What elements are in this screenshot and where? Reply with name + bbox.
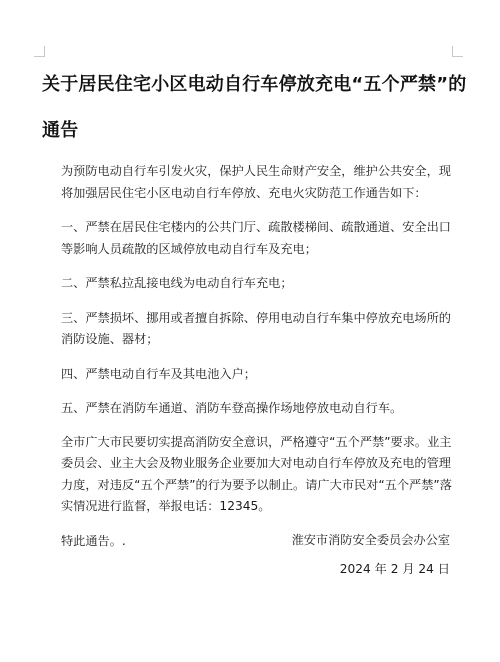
notice-body	[61, 161, 461, 564]
notice-appeal: 全市广大市民要切实提高消防安全意识，严格遵守“五个严禁”要求。业主委员会、业主大会及物业服务企业要加大对电动自行车停放及充电的管理力度，对违反“五个严禁”的行为要予以制止。请广大市民对“五个严禁”落实情况进行监督，举报电话：12345。	[61, 434, 452, 513]
notice-closing: 特此通告。.	[61, 533, 126, 548]
notice-item-4: 四、严禁电动自行车及其电池入户；	[61, 366, 256, 381]
notice-title-line-2: 通告	[42, 120, 79, 141]
notice-item-2: 二、严禁私拉乱接电线为电动自行车充电；	[61, 276, 293, 290]
notice-signature	[292, 526, 450, 584]
notice-date: 2024 年 2 月 24 日	[339, 562, 450, 576]
page-corner-mark-right	[452, 46, 463, 57]
page-corner-mark-left	[34, 46, 45, 57]
notice-title	[42, 62, 472, 154]
notice-issuer: 淮安市消防安全委员会办公室	[291, 533, 450, 547]
notice-item-3: 三、严禁损坏、挪用或者擅自拆除、停用电动自行车集中停放充电场所的消防设施、器材；	[61, 310, 451, 346]
notice-title-line-1: 关于居民住宅小区电动自行车停放充电“五个严禁”的	[42, 74, 467, 95]
notice-intro: 为预防电动自行车引发火灾，保护人民生命财产安全，维护公共安全，现将加强居民住宅小区电动自行车停放、充电火灾防范工作通告如下：	[61, 164, 451, 200]
notice-item-5: 五、严禁在消防车通道、消防车登高操作场地停放电动自行车。	[61, 401, 403, 415]
notice-item-1: 一、严禁在居民住宅楼内的公共门厅、疏散楼梯间、疏散通道、安全出口等影响人员疏散的区域停放电动自行车及充电；	[61, 220, 451, 256]
